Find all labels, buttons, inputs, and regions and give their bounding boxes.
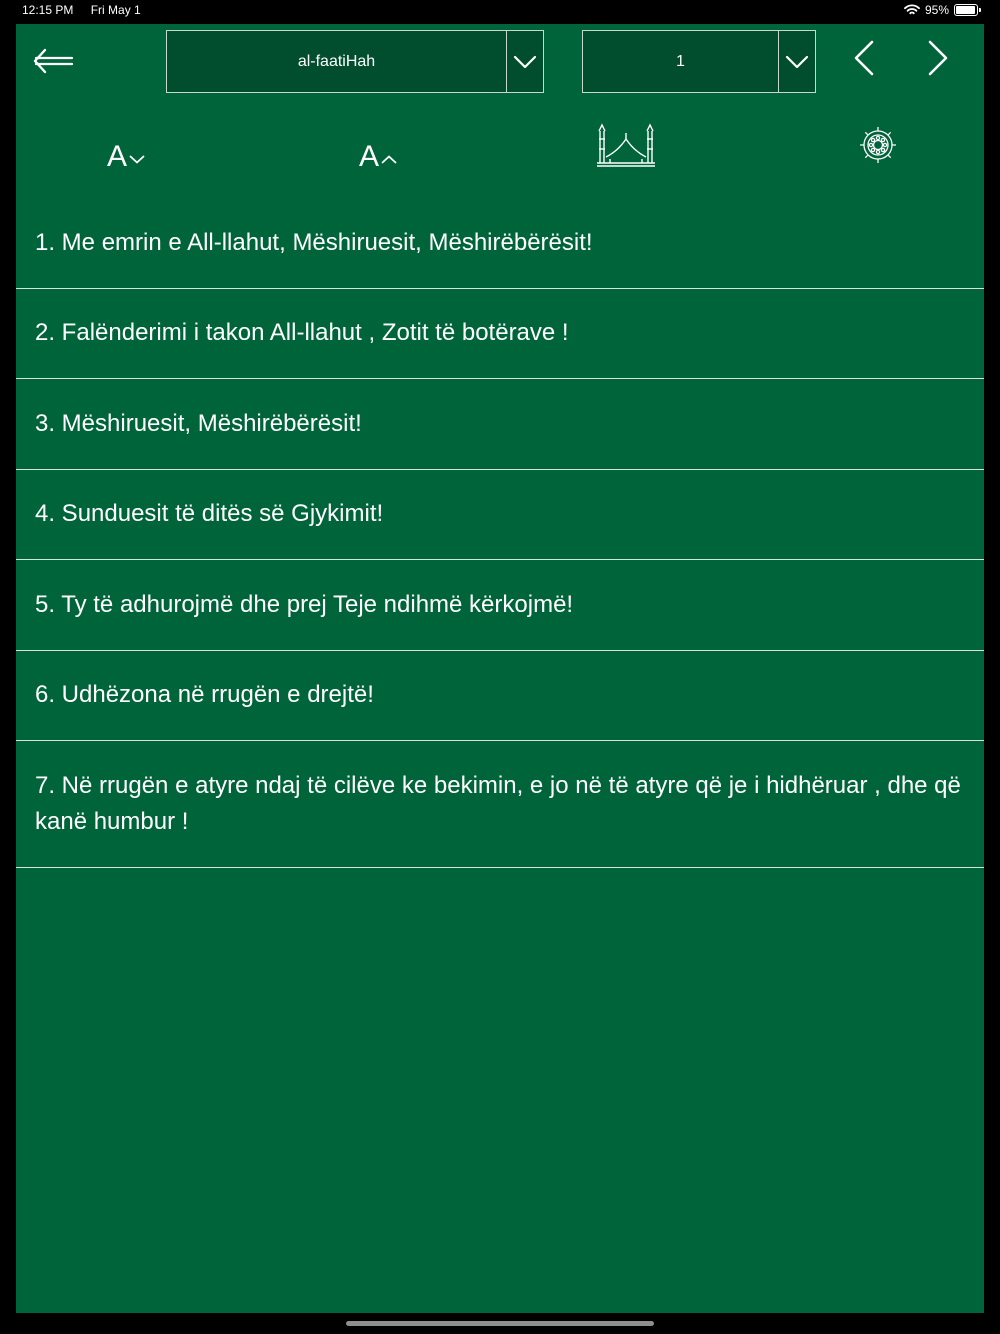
chevron-right-icon (927, 40, 949, 76)
verse-text: 7. Në rrugën e atyre ndaj të cilëve ke bekimin, e jo në të atyre që je i hidhëruar , dhe që kanë humbur ! (35, 772, 961, 835)
font-decrease-button[interactable] (96, 116, 156, 174)
next-button[interactable] (918, 36, 958, 80)
verse-item[interactable] (16, 470, 984, 561)
font-decrease-glyph: A (106, 140, 127, 173)
chevron-down-icon (513, 55, 537, 69)
app-window (16, 24, 984, 1313)
status-date: Fri May 1 (90, 3, 141, 17)
verse-text: 6. Udhëzona në rrugën e drejtë! (35, 681, 374, 709)
verse-text: 3. Mëshiruesit, Mëshirëbërësit! (35, 409, 362, 437)
verse-list (16, 198, 984, 868)
surah-select[interactable] (166, 30, 544, 93)
wifi-icon (904, 4, 920, 16)
verse-text: 4. Sunduesit të ditës së Gjykimit! (35, 500, 384, 528)
chevron-down-icon (785, 55, 809, 69)
verse-text: 5. Ty të adhurojmë dhe prej Teje ndihmë kërkojmë! (35, 590, 574, 618)
verse-select-dropdown[interactable] (778, 31, 815, 92)
status-time: 12:15 PM (22, 3, 74, 17)
top-toolbar (16, 24, 984, 104)
font-increase-button[interactable] (348, 116, 408, 174)
verse-item[interactable] (16, 289, 984, 380)
font-increase-glyph: A (358, 140, 379, 173)
chevron-up-icon (381, 155, 397, 164)
battery-level (956, 6, 975, 14)
verse-item[interactable] (16, 198, 984, 289)
verse-item[interactable] (16, 560, 984, 651)
surah-select-value: al-faatiHah (297, 52, 376, 70)
home-indicator[interactable] (346, 1321, 654, 1326)
battery-icon (954, 4, 978, 16)
verse-item[interactable] (16, 651, 984, 742)
chevron-left-icon (853, 40, 875, 76)
mosque-button[interactable] (590, 116, 662, 174)
verse-text: 1. Me emrin e All-llahut, Mëshiruesit, Mëshirëbërësit! (35, 228, 593, 256)
tools-bar (16, 116, 984, 176)
verse-select-value: 1 (676, 52, 685, 70)
mosque-icon (596, 123, 656, 167)
verse-item[interactable] (16, 741, 984, 868)
gear-icon (858, 125, 898, 165)
chevron-down-icon (129, 155, 145, 164)
arrow-left-icon (32, 48, 74, 74)
status-left (22, 3, 155, 17)
settings-button[interactable] (848, 116, 908, 174)
battery-percent: 95% (924, 3, 949, 17)
back-button[interactable] (28, 40, 78, 82)
surah-select-dropdown[interactable] (506, 31, 543, 92)
verse-text: 2. Falënderimi i takon All-llahut , Zotit të botërave ! (35, 319, 569, 347)
status-bar (0, 0, 1000, 22)
verse-item[interactable] (16, 379, 984, 470)
status-right (904, 3, 978, 17)
verse-select[interactable] (582, 30, 816, 93)
previous-button[interactable] (844, 36, 884, 80)
